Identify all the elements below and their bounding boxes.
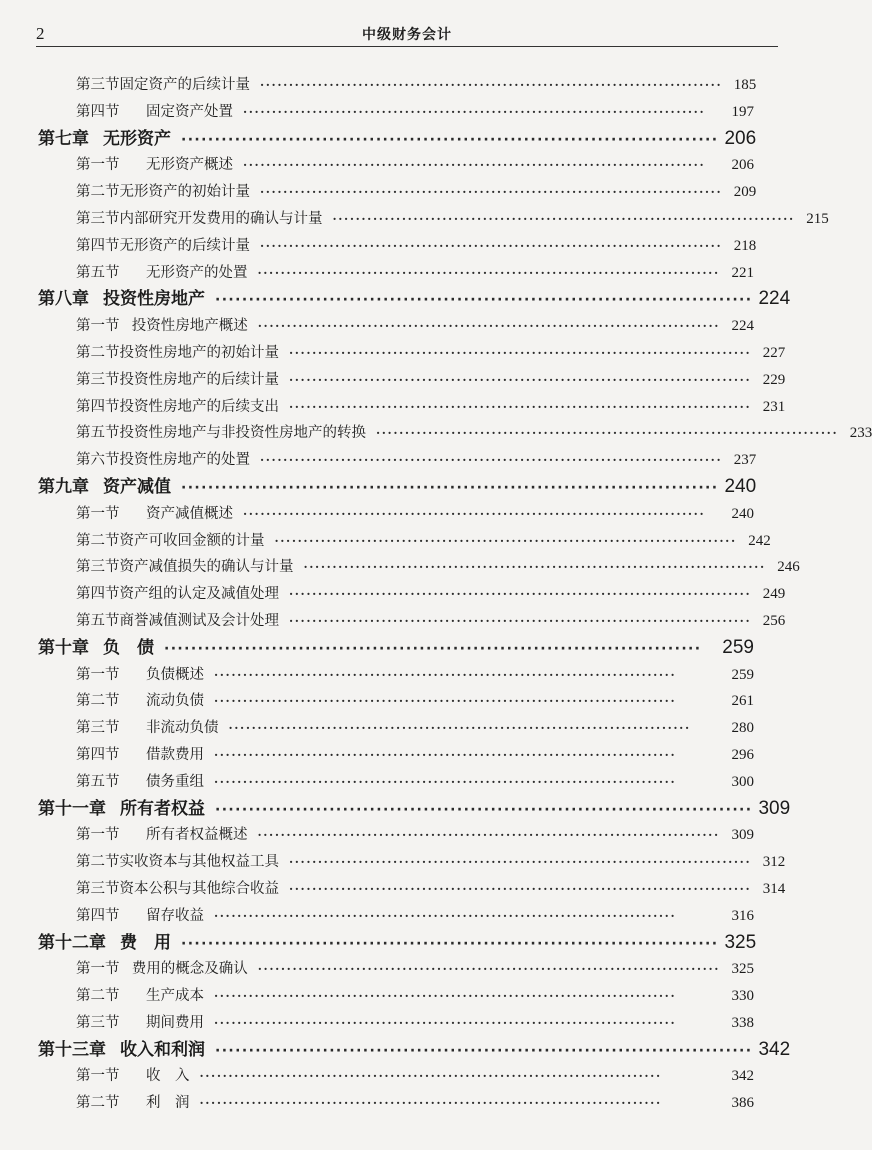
- page-reference: 325: [731, 961, 754, 978]
- toc-section-entry: [38, 1090, 754, 1117]
- toc-section-entry: [38, 260, 754, 287]
- section-number: 第三节: [76, 880, 120, 897]
- chapter-number: 第八章: [38, 289, 89, 310]
- dot-leader: ················································································: [289, 345, 752, 360]
- dot-leader: ················································································: [257, 319, 720, 334]
- dot-leader: ················································································: [199, 1069, 662, 1084]
- section-number: 第一节: [76, 827, 120, 844]
- section-number: 第三节: [76, 210, 120, 227]
- section-title: 所有者权益概述: [146, 827, 248, 844]
- page-reference: 227: [762, 344, 786, 361]
- toc-section-entry: [38, 420, 872, 447]
- chapter-title: 收入和利润: [120, 1039, 205, 1060]
- section-title: 资产组的认定及减值处理: [119, 586, 279, 603]
- section-number: 第三节: [76, 720, 120, 737]
- section-number: 第三节: [76, 559, 120, 576]
- page-reference: 237: [733, 452, 757, 469]
- page-header: [36, 14, 778, 47]
- dot-leader: ················································································: [332, 211, 795, 226]
- section-title: 商誉减值测试及会计处理: [119, 612, 279, 629]
- page-reference: 309: [758, 797, 791, 819]
- section-number: 第四节: [76, 586, 120, 603]
- chapter-title: 费 用: [120, 932, 171, 953]
- toc-chapter-entry: [38, 286, 791, 313]
- section-title: 费用的概念及确认: [131, 961, 248, 978]
- section-title: 利 润: [146, 1095, 190, 1112]
- page-reference: 300: [731, 773, 754, 790]
- section-number: 第一节: [76, 157, 120, 174]
- section-title: 无形资产的初始计量: [119, 184, 250, 201]
- toc-section-entry: [38, 956, 754, 983]
- dot-leader: ················································································: [289, 587, 752, 602]
- section-number: 第五节: [76, 612, 120, 629]
- section-title: 借款费用: [146, 746, 204, 763]
- toc-section-entry: [38, 822, 754, 849]
- page-reference: 330: [731, 988, 754, 1005]
- section-number: 第一节: [76, 961, 120, 978]
- chapter-number: 第十三章: [38, 1039, 106, 1060]
- chapter-number: 第十二章: [38, 932, 106, 953]
- toc-section-entry: [38, 447, 757, 474]
- dot-leader: ················································································: [214, 667, 677, 682]
- section-title: 无形资产概述: [146, 157, 233, 174]
- page-reference: 240: [731, 505, 754, 522]
- page-reference: 233: [849, 425, 872, 442]
- dot-leader: ················································································: [181, 131, 719, 148]
- page-reference: 280: [731, 720, 754, 737]
- toc-section-entry: [38, 769, 754, 796]
- toc-section-entry: [38, 688, 754, 715]
- chapter-title: 所有者权益: [120, 798, 205, 819]
- dot-leader: ················································································: [214, 747, 677, 762]
- toc-section-entry: [38, 983, 754, 1010]
- dot-leader: ················································································: [214, 908, 677, 923]
- page-reference: 249: [762, 586, 786, 603]
- toc-section-entry: [38, 313, 754, 340]
- dot-leader: ················································································: [257, 962, 720, 977]
- toc-section-entry: [38, 340, 786, 367]
- section-title: 投资性房地产的初始计量: [119, 344, 279, 361]
- dot-leader: ················································································: [257, 265, 720, 280]
- chapter-title: 资产减值: [103, 476, 171, 497]
- section-title: 固定资产处置: [146, 103, 233, 120]
- dot-leader: ················································································: [214, 989, 677, 1004]
- section-title: 负债概述: [146, 666, 204, 683]
- dot-leader: ················································································: [181, 935, 719, 952]
- section-number: 第六节: [76, 452, 120, 469]
- section-number: 第五节: [76, 264, 120, 281]
- page-reference: 221: [731, 264, 754, 281]
- chapter-number: 第十一章: [38, 798, 106, 819]
- toc-section-entry: [38, 554, 800, 581]
- dot-leader: ················································································: [215, 801, 753, 818]
- page-reference: 229: [762, 371, 786, 388]
- page-reference: 206: [731, 157, 754, 174]
- section-title: 收 入: [146, 1068, 190, 1085]
- section-number: 第二节: [76, 988, 120, 1005]
- section-number: 第四节: [76, 907, 120, 924]
- toc-section-entry: [38, 662, 754, 689]
- dot-leader: ················································································: [243, 158, 706, 173]
- page-reference: 224: [731, 318, 754, 335]
- page-reference: 386: [731, 1095, 754, 1112]
- section-number: 第四节: [76, 746, 120, 763]
- toc-section-entry: [38, 1010, 754, 1037]
- toc-section-entry: [38, 715, 754, 742]
- section-number: 第五节: [76, 425, 120, 442]
- dot-leader: ················································································: [164, 640, 702, 657]
- page-reference: 246: [777, 559, 800, 576]
- page-reference: 342: [731, 1068, 754, 1085]
- toc-chapter-entry: [38, 126, 757, 153]
- toc-section-entry: [38, 501, 754, 528]
- dot-leader: ················································································: [199, 1096, 662, 1111]
- toc-section-entry: [38, 903, 754, 930]
- toc-section-entry: [38, 876, 786, 903]
- page-reference: 206: [724, 127, 757, 149]
- toc-section-entry: [38, 72, 757, 99]
- toc-section-entry: [38, 742, 754, 769]
- page-reference: 316: [731, 907, 754, 924]
- page-reference: 197: [731, 103, 754, 120]
- page-reference: 256: [762, 612, 786, 629]
- page-reference: 218: [733, 237, 757, 254]
- page-reference: 261: [731, 693, 754, 710]
- page-reference: 259: [722, 636, 754, 658]
- dot-leader: ················································································: [181, 479, 719, 496]
- section-title: 投资性房地产的处置: [119, 452, 250, 469]
- toc-section-entry: [38, 528, 771, 555]
- section-title: 固定资产的后续计量: [119, 77, 250, 93]
- section-title: 投资性房地产概述: [131, 318, 248, 335]
- chapter-title: 投资性房地产: [103, 289, 205, 310]
- section-title: 资产可收回金额的计量: [119, 532, 265, 549]
- dot-leader: ················································································: [260, 185, 723, 200]
- toc-section-entry: [38, 233, 757, 260]
- section-number: 第二节: [76, 693, 120, 710]
- section-title: 资产减值损失的确认与计量: [119, 559, 294, 576]
- toc-section-entry: [38, 367, 786, 394]
- section-title: 期间费用: [146, 1014, 204, 1031]
- table-of-contents: [38, 72, 872, 1117]
- section-number: 第三节: [76, 371, 120, 388]
- section-title: 实收资本与其他权益工具: [119, 854, 279, 871]
- section-title: 生产成本: [146, 988, 204, 1005]
- toc-section-entry: [38, 1063, 754, 1090]
- toc-chapter-entry: [38, 635, 754, 662]
- dot-leader: ················································································: [260, 78, 723, 92]
- section-number: 第四节: [76, 103, 120, 120]
- page-reference: 185: [733, 77, 757, 93]
- page-number: 2: [36, 24, 45, 43]
- dot-leader: ················································································: [289, 399, 752, 414]
- dot-leader: ················································································: [376, 426, 839, 441]
- toc-section-entry: [38, 179, 757, 206]
- section-number: 第二节: [76, 854, 120, 871]
- section-number: 第一节: [76, 318, 120, 335]
- dot-leader: ················································································: [215, 292, 753, 309]
- book-title: 中级财务会计: [362, 27, 452, 43]
- section-number: 第三节: [76, 1014, 120, 1031]
- chapter-number: 第九章: [38, 476, 89, 497]
- page-reference: 224: [758, 288, 791, 310]
- page-reference: 240: [724, 475, 757, 497]
- dot-leader: ················································································: [289, 855, 752, 870]
- page-reference: 259: [731, 666, 754, 683]
- section-number: 第二节: [76, 1095, 120, 1112]
- section-title: 投资性房地产的后续计量: [119, 371, 279, 388]
- dot-leader: ················································································: [243, 104, 706, 119]
- page-reference: 338: [731, 1014, 754, 1031]
- page-reference: 231: [762, 398, 786, 415]
- chapter-number: 第十章: [38, 637, 89, 658]
- toc-chapter-entry: [38, 930, 757, 957]
- page-reference: 215: [806, 210, 829, 227]
- toc-chapter-entry: [38, 796, 791, 823]
- section-number: 第二节: [76, 344, 120, 361]
- chapter-title: 负 债: [103, 637, 154, 658]
- toc-chapter-entry: [38, 474, 757, 501]
- dot-leader: ················································································: [274, 533, 737, 548]
- section-title: 投资性房地产的后续支出: [119, 398, 279, 415]
- section-number: 第二节: [76, 532, 120, 549]
- section-title: 资产减值概述: [146, 505, 233, 522]
- section-title: 无形资产的处置: [146, 264, 248, 281]
- section-number: 第四节: [76, 237, 120, 254]
- toc-section-entry: [38, 206, 829, 233]
- toc-section-entry: [38, 99, 754, 126]
- page-reference: 312: [762, 854, 786, 871]
- page-reference: 325: [724, 931, 757, 953]
- section-number: 第一节: [76, 1068, 120, 1085]
- toc-section-entry: [38, 394, 786, 421]
- section-title: 无形资产的后续计量: [119, 237, 250, 254]
- dot-leader: ················································································: [289, 881, 752, 896]
- page-reference: 342: [758, 1038, 791, 1060]
- page-reference: 309: [731, 827, 754, 844]
- dot-leader: ················································································: [260, 238, 723, 253]
- dot-leader: ················································································: [303, 560, 766, 575]
- section-title: 留存收益: [146, 907, 204, 924]
- section-number: 第一节: [76, 666, 120, 683]
- dot-leader: ················································································: [228, 721, 691, 736]
- section-title: 资本公积与其他综合收益: [119, 880, 279, 897]
- page-reference: 296: [731, 746, 754, 763]
- section-title: 债务重组: [146, 773, 204, 790]
- dot-leader: ················································································: [257, 828, 720, 843]
- section-title: 投资性房地产与非投资性房地产的转换: [119, 425, 366, 442]
- page-reference: 314: [762, 880, 786, 897]
- dot-leader: ················································································: [289, 613, 752, 628]
- section-number: 第二节: [76, 184, 120, 201]
- section-number: 第四节: [76, 398, 120, 415]
- chapter-title: 无形资产: [103, 128, 171, 149]
- toc-chapter-entry: [38, 1037, 791, 1064]
- chapter-number: 第七章: [38, 128, 89, 149]
- toc-section-entry: [38, 152, 754, 179]
- section-title: 流动负债: [146, 693, 204, 710]
- page-reference: 209: [733, 184, 757, 201]
- section-number: 第五节: [76, 773, 120, 790]
- section-number: 第三节: [76, 77, 120, 93]
- dot-leader: ················································································: [214, 1015, 677, 1030]
- dot-leader: ················································································: [260, 453, 723, 468]
- dot-leader: ················································································: [214, 774, 677, 789]
- dot-leader: ················································································: [214, 694, 677, 709]
- toc-section-entry: [38, 608, 786, 635]
- dot-leader: ················································································: [215, 1042, 753, 1059]
- section-title: 内部研究开发费用的确认与计量: [119, 210, 323, 227]
- page-reference: 242: [748, 532, 771, 549]
- section-title: 非流动负债: [146, 720, 219, 737]
- dot-leader: ················································································: [243, 506, 706, 521]
- toc-section-entry: [38, 849, 786, 876]
- section-number: 第一节: [76, 505, 120, 522]
- dot-leader: ················································································: [289, 372, 752, 387]
- toc-section-entry: [38, 581, 786, 608]
